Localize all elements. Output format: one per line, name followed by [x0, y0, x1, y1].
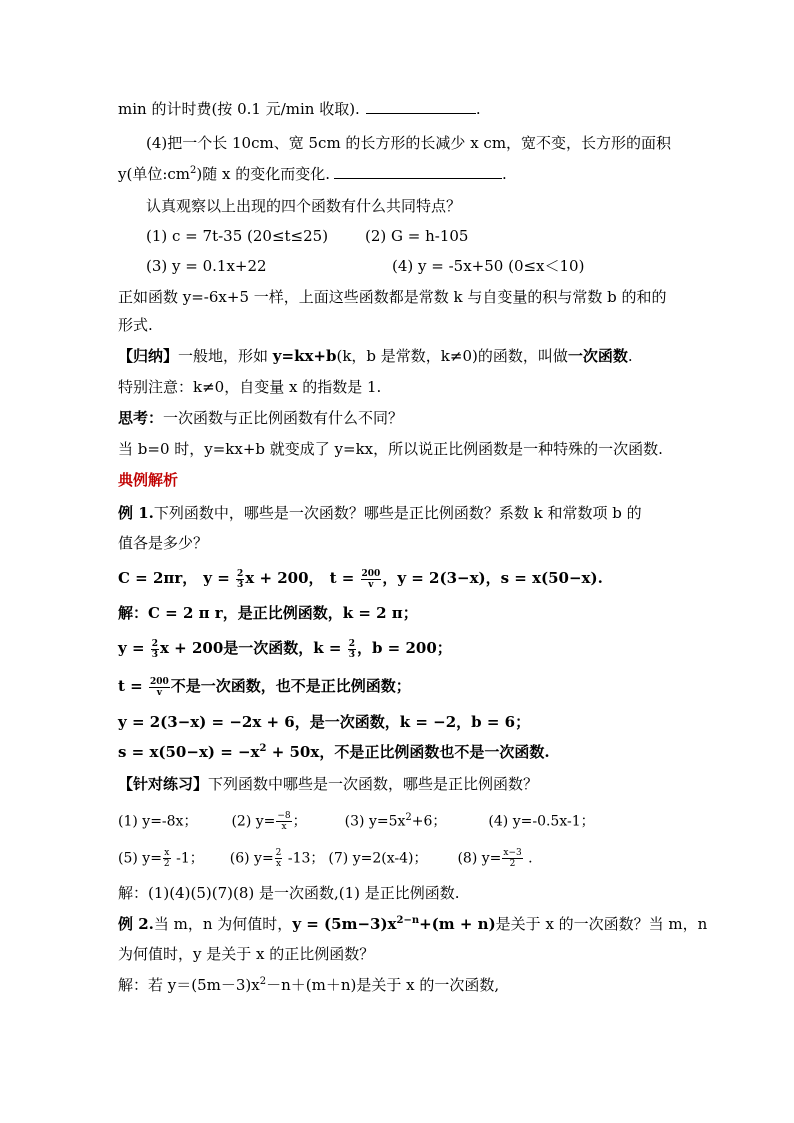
- example1-solution-3: t = $\frac{200}{v}$ 不是一次函数，也不是正比例函数；: [118, 676, 411, 698]
- section-title: 典例解析: [118, 471, 179, 489]
- fraction: $\frac{2}{3}$: [348, 638, 355, 660]
- example1-functions: C = 2πr， y = $\frac{2}{3}$ x + 200， t = $\frac{200}{v}$ ，y = 2(3−x)，s = x(50−x).: [118, 568, 603, 590]
- fraction: $\frac{-8}{x}$: [277, 811, 291, 832]
- practice-heading: 【针对练习】下列函数中哪些是一次函数，哪些是正比例函数？: [118, 775, 539, 793]
- example1-solution-5: $s = x(50-x) = -x^2 + 50x$，不是正比例函数也不是一次函数.: [118, 743, 550, 761]
- example2-question-b: 为何值时，y 是关于 x 的正比例函数？: [118, 945, 375, 963]
- intro-line-2: (4)把一个长 10cm、宽 5cm 的长方形的长减少 x cm，宽不变，长方形的面积: [146, 134, 672, 152]
- think-answer: 当 b=0 时，y=kx+b 就变成了 y=kx，所以说正比例函数是一种特殊的一次函数.: [118, 440, 663, 458]
- example1-question-b: 值各是多少？: [118, 534, 209, 552]
- example1-solution-1: 解：C = 2 π r，是正比例函数，k = 2 π；: [118, 604, 418, 622]
- fraction: $\frac{2}{3}$: [237, 568, 244, 590]
- practice-answer: 解：(1)(4)(5)(7)(8) 是一次函数,(1) 是正比例函数.: [118, 884, 460, 902]
- observe-question: 认真观察以上出现的四个函数有什么共同特点？: [146, 197, 462, 215]
- fraction: $\frac{x-3}{2}$: [503, 848, 522, 869]
- intro-line-3: y(单位$:cm^2$)随 x 的变化而变化. .: [118, 165, 507, 183]
- function-2: (2) G = h-105: [365, 227, 469, 245]
- example2-solution: 解：若 $y=(5m-3)x^2-n+(m+n)$是关于 x 的一次函数,: [118, 976, 500, 994]
- summary-note: 特别注意：k≠0，自变量 x 的指数是 1.: [118, 378, 382, 396]
- practice-row-1: (1) y=-8x； (2) y= $\frac{-8}{x}$ ； (3) $y=5x^2+6$； (4) y=-0.5x-1；: [118, 811, 595, 832]
- function-3: (3) y = 0.1x+22: [146, 257, 267, 275]
- fraction: $\frac{200}{v}$: [361, 568, 381, 590]
- fraction: $\frac{2}{x}$: [275, 848, 282, 869]
- example1-solution-2: y = $\frac{2}{3}$ x + 200是一次函数，k = $\frac{2}{3}$ ，b = 200；: [118, 638, 452, 660]
- fraction: $\frac{2}{3}$: [151, 638, 158, 660]
- answer-blank[interactable]: [366, 99, 476, 114]
- fraction: $\frac{200}{v}$: [149, 676, 169, 698]
- function-1: (1) c = 7t-35 (20≤t≤25): [146, 227, 329, 245]
- intro-line-1: min 的计时费(按 0.1 元/min 收取). .: [118, 100, 481, 118]
- fraction: $\frac{x}{2}$: [163, 848, 170, 869]
- example2-question-a: 例 2.当 m，n 为何值时，$y = (5m-3)x^{2-n}+(m + n)$是关于 x 的一次函数？当 m，n: [118, 915, 708, 933]
- like-text-a: 正如函数 y=-6x+5 一样，上面这些函数都是常数 k 与自变量的积与常数 b 的和的: [118, 288, 667, 306]
- think-line: 思考：一次函数与正比例函数有什么不同？: [118, 409, 404, 427]
- function-4: (4) y = -5x+50 (0≤x＜10): [392, 257, 585, 275]
- like-text-b: 形式.: [118, 316, 153, 334]
- example1-question-a: 例 1.下列函数中，哪些是一次函数？哪些是正比例函数？系数 k 和常数项 b 的: [118, 504, 642, 522]
- practice-row-2: (5) y= $\frac{x}{2}$ -1； (6) y= $\frac{2}{x}$ -13； (7) y=2(x-4)； (8) y= $\frac{x-3}{2}$ .: [118, 848, 533, 869]
- answer-blank[interactable]: [334, 164, 502, 179]
- summary-line: 【归纳】一般地，形如 y=kx+b(k，b 是常数，k≠0)的函数，叫做一次函数.: [118, 347, 633, 365]
- example1-solution-4: y = 2(3−x) = −2x + 6，是一次函数，k = −2，b = 6；: [118, 713, 531, 731]
